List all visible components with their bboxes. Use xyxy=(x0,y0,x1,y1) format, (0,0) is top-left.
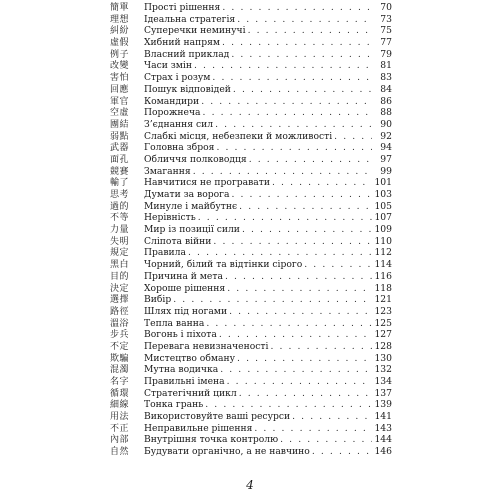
toc-entry-chinese-characters: 目的 xyxy=(110,271,130,282)
toc-entry-leader-dots xyxy=(201,96,372,108)
toc-entry xyxy=(110,341,392,353)
toc-entry-title: Сліпота війни xyxy=(144,235,212,247)
toc-entry-chinese-characters: 簡單 xyxy=(110,3,130,13)
toc-entry-chinese-characters: 不定 xyxy=(110,341,130,352)
toc-entry-title: З’єднання сил xyxy=(144,118,214,130)
toc-entry-leader-dots xyxy=(270,341,372,353)
toc-entry-chinese-characters: 糾紛 xyxy=(110,26,130,37)
toc-entry xyxy=(110,72,392,84)
table-of-contents xyxy=(110,2,392,458)
toc-entry-title: Прості рішення xyxy=(144,2,221,13)
toc-entry-title: Вогонь і піхота xyxy=(144,329,217,341)
toc-entry xyxy=(110,388,392,400)
toc-entry-title: Обличчя полководця xyxy=(144,153,247,165)
toc-entry xyxy=(110,212,392,224)
toc-entry-page-number: 92 xyxy=(380,130,392,142)
toc-entry xyxy=(110,60,392,72)
toc-entry-leader-dots xyxy=(212,72,372,84)
toc-entry-title: Головна зброя xyxy=(144,142,215,154)
toc-entry-chinese-characters: 黑白 xyxy=(110,260,130,271)
toc-entry-page-number: 110 xyxy=(374,235,392,247)
toc-entry-page-number: 75 xyxy=(380,25,392,37)
toc-entry-page-number: 79 xyxy=(380,48,392,60)
toc-entry-title: Часи змін xyxy=(144,60,192,72)
toc-entry-leader-dots xyxy=(312,446,372,458)
toc-entry-page-number: 132 xyxy=(374,364,392,376)
toc-entry xyxy=(110,189,392,201)
toc-entry-chinese-characters: 輸了 xyxy=(110,178,130,189)
toc-entry-page-number: 128 xyxy=(374,340,392,352)
toc-entry-title: Ідеальна стратегія xyxy=(144,13,236,25)
toc-entry-page-number: 77 xyxy=(380,37,392,49)
toc-entry-chinese-characters: 弱點 xyxy=(110,131,130,142)
toc-entry-page-number: 86 xyxy=(380,95,392,107)
toc-entry-leader-dots xyxy=(227,376,372,388)
toc-entry-leader-dots xyxy=(220,364,372,376)
toc-entry xyxy=(110,131,392,143)
toc-entry-page-number: 141 xyxy=(374,411,392,423)
toc-entry-page-number: 109 xyxy=(374,224,392,236)
toc-entry-chinese-characters: 欺騙 xyxy=(110,353,130,364)
toc-entry-title: Командири xyxy=(144,95,200,107)
toc-entry xyxy=(110,154,392,166)
toc-entry-title: Стратегічний цикл xyxy=(144,387,237,399)
toc-entry-title: Внутрішня точка контролю xyxy=(144,434,279,446)
page-number: 4 xyxy=(246,478,254,492)
toc-entry-page-number: 70 xyxy=(380,2,392,13)
toc-entry-page-number: 118 xyxy=(374,282,392,294)
toc-entry xyxy=(110,119,392,131)
toc-entry-title: Будувати органічно, а не навчино xyxy=(144,446,310,458)
toc-entry xyxy=(110,84,392,96)
toc-entry-chinese-characters: 步兵 xyxy=(110,330,130,341)
toc-entry-leader-dots xyxy=(233,84,372,96)
toc-entry-leader-dots xyxy=(215,119,372,131)
toc-entry-title: Неправильне рішення xyxy=(144,422,253,434)
toc-entry-title: Слабкі місця, небезпеки й можливості xyxy=(144,130,333,142)
toc-entry-leader-dots xyxy=(213,236,372,248)
toc-entry-chinese-characters: 名字 xyxy=(110,377,130,387)
toc-entry-leader-dots xyxy=(292,411,372,423)
toc-entry-title: Чорний, білий та відтінки сірого xyxy=(144,259,303,271)
toc-entry xyxy=(110,177,392,189)
toc-entry-page-number: 137 xyxy=(374,387,392,399)
toc-entry-page-number: 123 xyxy=(374,305,392,317)
toc-entry-leader-dots xyxy=(173,294,372,306)
toc-entry xyxy=(110,142,392,154)
toc-entry-page-number: 116 xyxy=(374,270,392,282)
toc-entry-title: Мутна водичка xyxy=(144,364,219,376)
toc-entry-leader-dots xyxy=(222,37,372,49)
toc-entry-title: Правила xyxy=(144,247,186,259)
toc-entry xyxy=(110,96,392,108)
toc-entry-chinese-characters: 例子 xyxy=(110,49,130,60)
toc-entry-chinese-characters: 回應 xyxy=(110,84,130,95)
toc-entry-chinese-characters: 規定 xyxy=(110,248,130,259)
toc-entry-chinese-characters: 內部 xyxy=(110,435,130,446)
toc-entry-leader-dots xyxy=(206,318,372,330)
toc-entry-title: Використовуйте ваші ресурси xyxy=(144,411,291,423)
toc-entry xyxy=(110,411,392,423)
toc-entry-chinese-characters: 不等 xyxy=(110,213,130,224)
toc-entry-leader-dots xyxy=(248,25,372,37)
toc-entry-title: Власний приклад xyxy=(144,48,230,60)
toc-entry-chinese-characters: 自然 xyxy=(110,447,130,458)
toc-entry-page-number: 99 xyxy=(380,165,392,177)
toc-entry-leader-dots xyxy=(188,247,372,259)
toc-entry xyxy=(110,353,392,365)
toc-entry-leader-dots xyxy=(205,399,372,411)
toc-entry-page-number: 134 xyxy=(374,376,392,387)
toc-entry-chinese-characters: 害怕 xyxy=(110,73,130,84)
toc-entry-page-number: 73 xyxy=(380,13,392,25)
toc-entry xyxy=(110,14,392,26)
toc-entry-chinese-characters: 武器 xyxy=(110,143,130,154)
toc-entry-chinese-characters: 溫浴 xyxy=(110,318,130,329)
toc-entry-title: Пошук відповідей xyxy=(144,83,231,95)
toc-entry-chinese-characters: 選擇 xyxy=(110,295,130,306)
toc-entry-leader-dots xyxy=(239,388,372,400)
toc-entry-leader-dots xyxy=(249,154,372,166)
toc-entry-page-number: 143 xyxy=(374,422,392,434)
toc-entry xyxy=(110,446,392,458)
toc-entry-page-number: 103 xyxy=(374,189,392,200)
toc-entry-chinese-characters: 虛假 xyxy=(110,38,130,49)
toc-entry xyxy=(110,37,392,49)
toc-entry-leader-dots xyxy=(239,201,372,213)
toc-entry-chinese-characters: 空虛 xyxy=(110,108,130,119)
toc-entry-chinese-characters: 力量 xyxy=(110,225,130,236)
toc-entry-page-number: 94 xyxy=(380,142,392,154)
toc-entry-page-number: 125 xyxy=(374,317,392,329)
toc-entry-chinese-characters: 路徑 xyxy=(110,306,130,317)
toc-entry-page-number: 90 xyxy=(380,118,392,130)
toc-entry-title: Шлях під ногами xyxy=(144,305,228,317)
toc-entry-title: Хороше рішення xyxy=(144,282,226,294)
toc-entry-page-number: 121 xyxy=(374,294,392,306)
toc-entry-title: Суперечки неминучі xyxy=(144,25,246,37)
toc-entry-chinese-characters: 循環 xyxy=(110,388,130,399)
toc-entry xyxy=(110,306,392,318)
toc-entry-title: Вибір xyxy=(144,294,172,306)
toc-entry-title: Думати за ворога xyxy=(144,189,230,200)
toc-entry-chinese-characters: 不正 xyxy=(110,423,130,434)
toc-entry-chinese-characters: 理想 xyxy=(110,14,130,25)
toc-entry-leader-dots xyxy=(198,212,372,224)
toc-entry xyxy=(110,201,392,213)
toc-entry-page-number: 107 xyxy=(374,212,392,224)
toc-entry-title: Страх і розум xyxy=(144,72,211,84)
toc-entry-leader-dots xyxy=(280,434,372,446)
toc-entry-page-number: 83 xyxy=(380,72,392,84)
toc-entry-page-number: 84 xyxy=(380,83,392,95)
toc-entry xyxy=(110,224,392,236)
toc-entry-leader-dots xyxy=(231,49,372,61)
toc-entry-page-number: 146 xyxy=(374,446,392,458)
toc-entry xyxy=(110,25,392,37)
toc-entry-title: Перевага невизначеності xyxy=(144,340,269,352)
toc-entry-title: Мир із позиції сили xyxy=(144,224,240,236)
toc-entry-title: Минуле і майбутнє xyxy=(144,200,238,212)
toc-entry xyxy=(110,283,392,295)
toc-entry xyxy=(110,259,392,271)
toc-entry-page-number: 105 xyxy=(374,200,392,212)
toc-entry-page-number: 114 xyxy=(374,259,392,271)
toc-entry-leader-dots xyxy=(225,271,372,283)
toc-entry xyxy=(110,2,392,14)
toc-entry-title: Мистецтво обману xyxy=(144,352,236,364)
toc-entry xyxy=(110,364,392,376)
toc-entry xyxy=(110,166,392,178)
toc-entry-leader-dots xyxy=(193,166,372,178)
toc-entry xyxy=(110,318,392,330)
toc-entry-leader-dots xyxy=(237,353,372,365)
toc-entry-leader-dots xyxy=(304,259,372,271)
toc-entry-chinese-characters: 思考 xyxy=(110,190,130,200)
toc-entry-page-number: 97 xyxy=(380,153,392,165)
toc-entry-page-number: 139 xyxy=(374,399,392,411)
toc-entry-title: Тонка грань xyxy=(144,399,204,411)
toc-entry-page-number: 101 xyxy=(374,177,392,189)
toc-entry-title: Порожнеча xyxy=(144,107,201,119)
toc-entry-leader-dots xyxy=(272,177,372,189)
toc-entry-page-number: 144 xyxy=(374,434,392,446)
toc-entry xyxy=(110,329,392,341)
toc-entry-title: Правильні імена xyxy=(144,376,225,387)
toc-entry-chinese-characters: 軍官 xyxy=(110,96,130,107)
toc-entry-leader-dots xyxy=(203,107,372,119)
toc-entry-leader-dots xyxy=(237,14,372,26)
toc-entry-page-number: 112 xyxy=(374,247,392,259)
toc-entry-leader-dots xyxy=(334,131,372,143)
toc-entry xyxy=(110,107,392,119)
toc-entry-chinese-characters: 競賽 xyxy=(110,166,130,177)
toc-entry-title: Навчитися не програвати xyxy=(144,177,270,189)
toc-entry-title: Причина й мета xyxy=(144,270,223,282)
toc-entry-leader-dots xyxy=(229,306,372,318)
toc-entry-leader-dots xyxy=(194,60,372,72)
toc-entry-title: Хибний напрям xyxy=(144,37,221,49)
toc-entry-leader-dots xyxy=(254,423,372,435)
toc-entry xyxy=(110,423,392,435)
toc-entry-chinese-characters: 決定 xyxy=(110,283,130,294)
toc-entry-page-number: 127 xyxy=(374,329,392,341)
toc-entry xyxy=(110,236,392,248)
toc-entry-chinese-characters: 失明 xyxy=(110,236,130,247)
toc-entry-page-number: 81 xyxy=(380,60,392,72)
toc-entry xyxy=(110,434,392,446)
toc-entry-chinese-characters: 改變 xyxy=(110,61,130,72)
toc-entry xyxy=(110,294,392,306)
toc-entry-page-number: 88 xyxy=(380,107,392,119)
toc-entry-chinese-characters: 用法 xyxy=(110,412,130,423)
toc-entry-chinese-characters: 團結 xyxy=(110,119,130,130)
toc-entry-leader-dots xyxy=(216,142,372,154)
toc-entry xyxy=(110,49,392,61)
toc-entry xyxy=(110,376,392,388)
toc-entry-leader-dots xyxy=(219,329,372,341)
toc-entry-chinese-characters: 面孔 xyxy=(110,154,130,165)
toc-entry-title: Тепла ванна xyxy=(144,317,205,329)
toc-entry xyxy=(110,271,392,283)
toc-entry-title: Нерівність xyxy=(144,212,196,224)
toc-entry xyxy=(110,399,392,411)
toc-entry-leader-dots xyxy=(231,189,372,201)
toc-entry-leader-dots xyxy=(242,224,372,236)
toc-entry-chinese-characters: 混濁 xyxy=(110,365,130,376)
toc-entry xyxy=(110,247,392,259)
toc-entry-title: Змагання xyxy=(144,165,191,177)
toc-entry-leader-dots xyxy=(222,2,372,14)
toc-entry-chinese-characters: 過的 xyxy=(110,201,130,212)
toc-entry-page-number: 130 xyxy=(374,352,392,364)
toc-entry-chinese-characters: 細線 xyxy=(110,400,130,411)
toc-entry-leader-dots xyxy=(227,283,372,295)
